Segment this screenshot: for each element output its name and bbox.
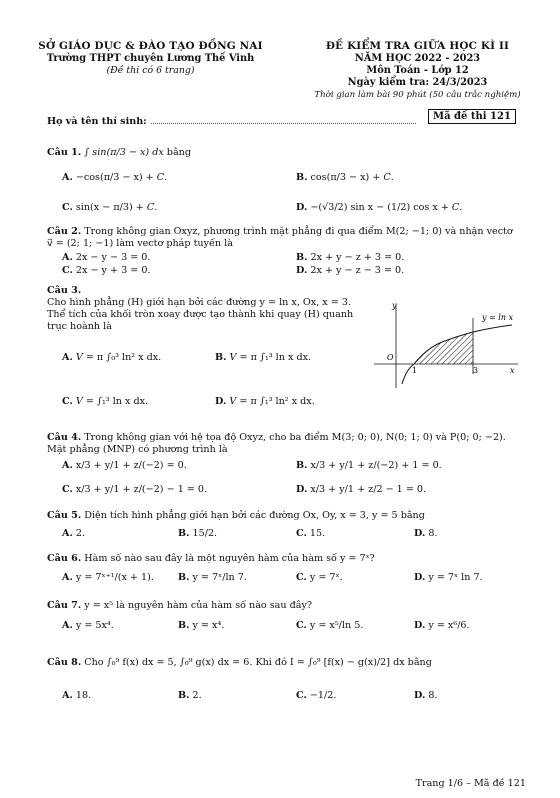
origin-label: O — [387, 353, 394, 362]
page-footer: Trang 1/6 – Mã đề 121 — [415, 778, 526, 789]
q5-option-a[interactable]: A. 2. — [62, 528, 86, 539]
q6-option-b[interactable]: B. y = 7ˣ/ln 7. — [178, 572, 247, 583]
q2-option-d[interactable]: D. 2x + y − z − 3 = 0. — [296, 265, 405, 276]
q7-option-a[interactable]: A. y = 5x⁴. — [62, 620, 114, 631]
q7-option-d[interactable]: D. y = x⁶/6. — [414, 620, 470, 631]
q8-option-b[interactable]: B. 2. — [178, 690, 202, 701]
q1-tail: bằng — [166, 147, 191, 158]
q4-option-c[interactable]: C. x/3 + y/1 + z/(−2) − 1 = 0. — [62, 484, 208, 495]
q6-text: Hàm số nào sau đây là một nguyên hàm của hàm số y = 7ˣ? — [84, 553, 375, 564]
time-limit: Thời gian làm bài 90 phút (50 câu trắc nghiệm) — [314, 89, 521, 100]
q4-text-2: Mặt phẳng (MNP) có phương trình là — [47, 443, 228, 455]
curve-label: y = ln x — [482, 313, 514, 322]
q3-option-a[interactable]: A. V = π ∫₀³ ln² x dx. — [62, 352, 162, 363]
q5-text: Diện tích hình phẳng giới hạn bởi các đường Ox, Oy, x = 3, y = 5 bằng — [84, 510, 425, 521]
question-7 — [47, 600, 312, 612]
student-name-row — [47, 115, 416, 128]
q3-text-2: Thể tích của khối tròn xoay được tạo thành khi quay (H) quanh — [47, 308, 354, 320]
q7-option-c[interactable]: C. y = x⁵/ln 5. — [296, 620, 364, 631]
q2-text-1: Trong không gian Oxyz, phương trình mặt phẳng đi qua điểm M(2; −1; 0) và nhận vectơ — [84, 226, 513, 237]
q5-label: Câu 5. — [47, 510, 82, 521]
question-8: Câu 8. Cho ∫₀⁹ f(x) dx = 5, ∫₀⁹ g(x) dx = 6. Khi đó I = ∫₀⁹ [f(x) − g(x)/2] dx bằng — [47, 657, 432, 668]
q3-text-1: Cho hình phẳng (H) giới hạn bởi các đường y = ln x, Ox, x = 3. — [47, 296, 351, 308]
x-axis-label: x — [510, 366, 515, 375]
q1-option-d[interactable]: D. −(√3/2) sin x − (1/2) cos x + C. — [296, 202, 463, 213]
q8-option-d[interactable]: D. 8. — [414, 690, 438, 701]
q8-tail: dx bằng — [393, 657, 432, 668]
q8-option-c[interactable]: C. −1/2. — [296, 690, 337, 701]
ln-graph — [372, 298, 522, 390]
q2-option-b[interactable]: B. 2x + y − z + 3 = 0. — [296, 252, 405, 263]
tick-1: 1 — [412, 366, 418, 375]
pages-note: (Đề thi có 6 trang) — [106, 65, 195, 77]
q7-option-b[interactable]: B. y = x⁴. — [178, 620, 225, 631]
q2-option-a[interactable]: A. 2x − y − 3 = 0. — [62, 252, 151, 263]
q8-mid-1: f(x) dx = 5, — [122, 657, 177, 668]
q4-option-d[interactable]: D. x/3 + y/1 + z/2 − 1 = 0. — [296, 484, 427, 495]
exam-title: ĐỀ KIỂM TRA GIỮA HỌC KÌ II — [325, 40, 510, 52]
q5-option-b[interactable]: B. 15/2. — [178, 528, 218, 539]
subject: Môn Toán - Lớp 12 — [366, 65, 469, 77]
q3-option-b[interactable]: B. V = π ∫₁³ ln x dx. — [215, 352, 312, 363]
question-1 — [47, 147, 191, 159]
q2-label: Câu 2. — [47, 226, 82, 237]
question-3 — [47, 285, 377, 333]
q4-label: Câu 4. — [47, 432, 82, 443]
student-name-label: Họ và tên thí sinh: — [47, 116, 147, 127]
q8-label: Câu 8. — [47, 657, 82, 668]
q7-text: y = x⁵ là nguyên hàm của hàm số nào sau đây? — [84, 600, 313, 611]
q1-label: Câu 1. — [47, 147, 82, 158]
q5-option-c[interactable]: C. 15. — [296, 528, 326, 539]
school-year: NĂM HỌC 2022 - 2023 — [354, 53, 481, 64]
y-axis-label: y — [392, 301, 397, 310]
q1-formula: ∫ sin(π/3 − x) dx — [84, 147, 167, 158]
header-left — [18, 40, 283, 77]
q6-option-d[interactable]: D. y = 7ˣ ln 7. — [414, 572, 483, 583]
question-4 — [47, 432, 547, 456]
tick-3: 3 — [473, 366, 479, 375]
exam-code-box — [428, 111, 516, 124]
q3-text-3: trục hoành là — [47, 320, 112, 332]
q2-option-c[interactable]: C. 2x − y + 3 = 0. — [62, 265, 151, 276]
q3-option-d[interactable]: D. V = π ∫₁³ ln² x dx. — [215, 396, 315, 407]
q6-option-a[interactable]: A. y = 7ˣ⁺¹/(x + 1). — [62, 572, 154, 583]
q8-pre: Cho — [84, 657, 104, 668]
q6-label: Câu 6. — [47, 553, 82, 564]
q4-option-b[interactable]: B. x/3 + y/1 + z/(−2) + 1 = 0. — [296, 460, 442, 471]
school-name: Trường THPT chuyên Lương Thế Vinh — [46, 53, 255, 64]
q1-option-c[interactable]: C. sin(x − π/3) + C. — [62, 202, 158, 213]
question-6 — [47, 553, 375, 565]
q8-option-a[interactable]: A. 18. — [62, 690, 92, 701]
q7-label: Câu 7. — [47, 600, 82, 611]
q3-option-c[interactable]: C. V = ∫₁³ ln x dx. — [62, 396, 149, 407]
q6-option-c[interactable]: C. y = 7ˣ. — [296, 572, 343, 583]
q4-text-1: Trong không gian với hệ tọa độ Oxyz, cho ba điểm M(3; 0; 0), N(0; 1; 0) và P(0; 0; −2). — [84, 432, 506, 443]
header-right — [290, 40, 545, 100]
exam-code: Mã đề thi 121 — [428, 109, 516, 124]
q2-text-2: v⃗ = (2; 1; −1) làm vectơ pháp tuyến là — [47, 237, 233, 249]
hatched-region — [414, 332, 473, 364]
q5-option-d[interactable]: D. 8. — [414, 528, 438, 539]
q1-option-b[interactable]: B. cos(π/3 − x) + C. — [296, 172, 394, 183]
q3-label: Câu 3. — [47, 285, 82, 296]
q8-mid-2: g(x) dx = 6. Khi đó I = — [195, 657, 305, 668]
q4-option-a[interactable]: A. x/3 + y/1 + z/(−2) = 0. — [62, 460, 187, 471]
question-2 — [47, 226, 547, 250]
dept-name: SỞ GIÁO DỤC & ĐÀO TẠO ĐỒNG NAI — [38, 40, 263, 52]
q1-option-a[interactable]: A. −cos(π/3 − x) + C. — [62, 172, 168, 183]
student-name-blank[interactable] — [151, 115, 416, 124]
question-5 — [47, 510, 425, 522]
exam-date: Ngày kiểm tra: 24/3/2023 — [347, 77, 488, 89]
